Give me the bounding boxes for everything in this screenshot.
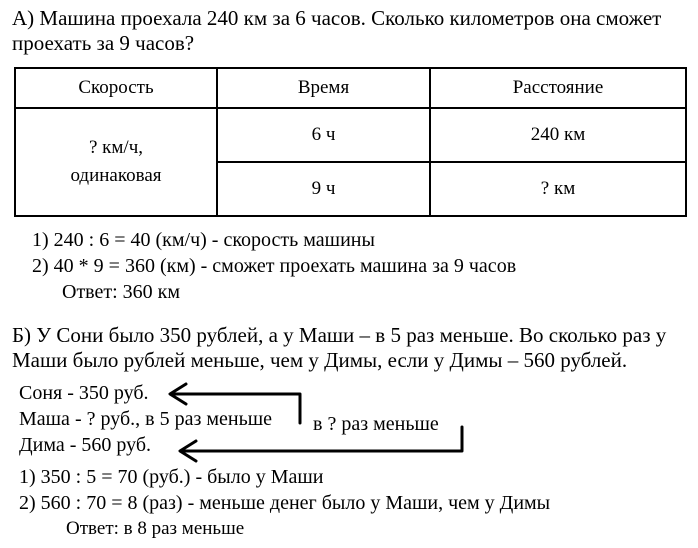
diagram-dima: Дима - 560 руб. [19, 434, 152, 456]
problem-a-text-line1: А) Машина проехала 240 км за 6 часов. Сколько километров она сможет [12, 6, 662, 30]
diagram-compare-label: в ? раз меньше [313, 413, 439, 435]
problem-a-answer: Ответ: 360 км [62, 281, 181, 303]
problem-b-step-1: 1) 350 : 5 = 70 (руб.) - было у Маши [19, 466, 324, 488]
header-speed: Скорость [15, 68, 217, 108]
header-time: Время [217, 68, 430, 108]
distance-cell-1: 240 км [430, 108, 686, 162]
diagram-masha: Маша - ? руб., в 5 раз меньше [19, 408, 272, 430]
problem-a-step-1: 1) 240 : 6 = 40 (км/ч) - скорость машины [32, 229, 375, 251]
problem-a-text-line2: проехать за 9 часов? [12, 31, 195, 55]
diagram-sonya: Соня - 350 руб. [19, 382, 149, 404]
arrow-to-dima [182, 427, 462, 451]
speed-value: ? км/ч, [88, 137, 144, 158]
problem-b-answer: Ответ: в 8 раз меньше [66, 518, 245, 539]
problem-b-text-line1: Б) У Сони было 350 рублей, а у Маши – в 5 раз меньше. Во сколько раз у [12, 323, 667, 347]
time-cell-1: 6 ч [217, 108, 430, 162]
arrow-to-sonya [172, 394, 300, 423]
distance-cell-2: ? км [430, 162, 686, 216]
problem-b-step-2: 2) 560 : 70 = 8 (раз) - меньше денег было у Маши, чем у Димы [19, 492, 551, 514]
speed-note: одинаковая [70, 165, 162, 186]
time-cell-2: 9 ч [217, 162, 430, 216]
problem-b-text-line2: Маши было рублей меньше, чем у Димы, если у Димы – 560 рублей. [12, 348, 628, 372]
problem-a-step-2: 2) 40 * 9 = 360 (км) - сможет проехать машина за 9 часов [32, 255, 517, 277]
header-distance: Расстояние [430, 68, 686, 108]
